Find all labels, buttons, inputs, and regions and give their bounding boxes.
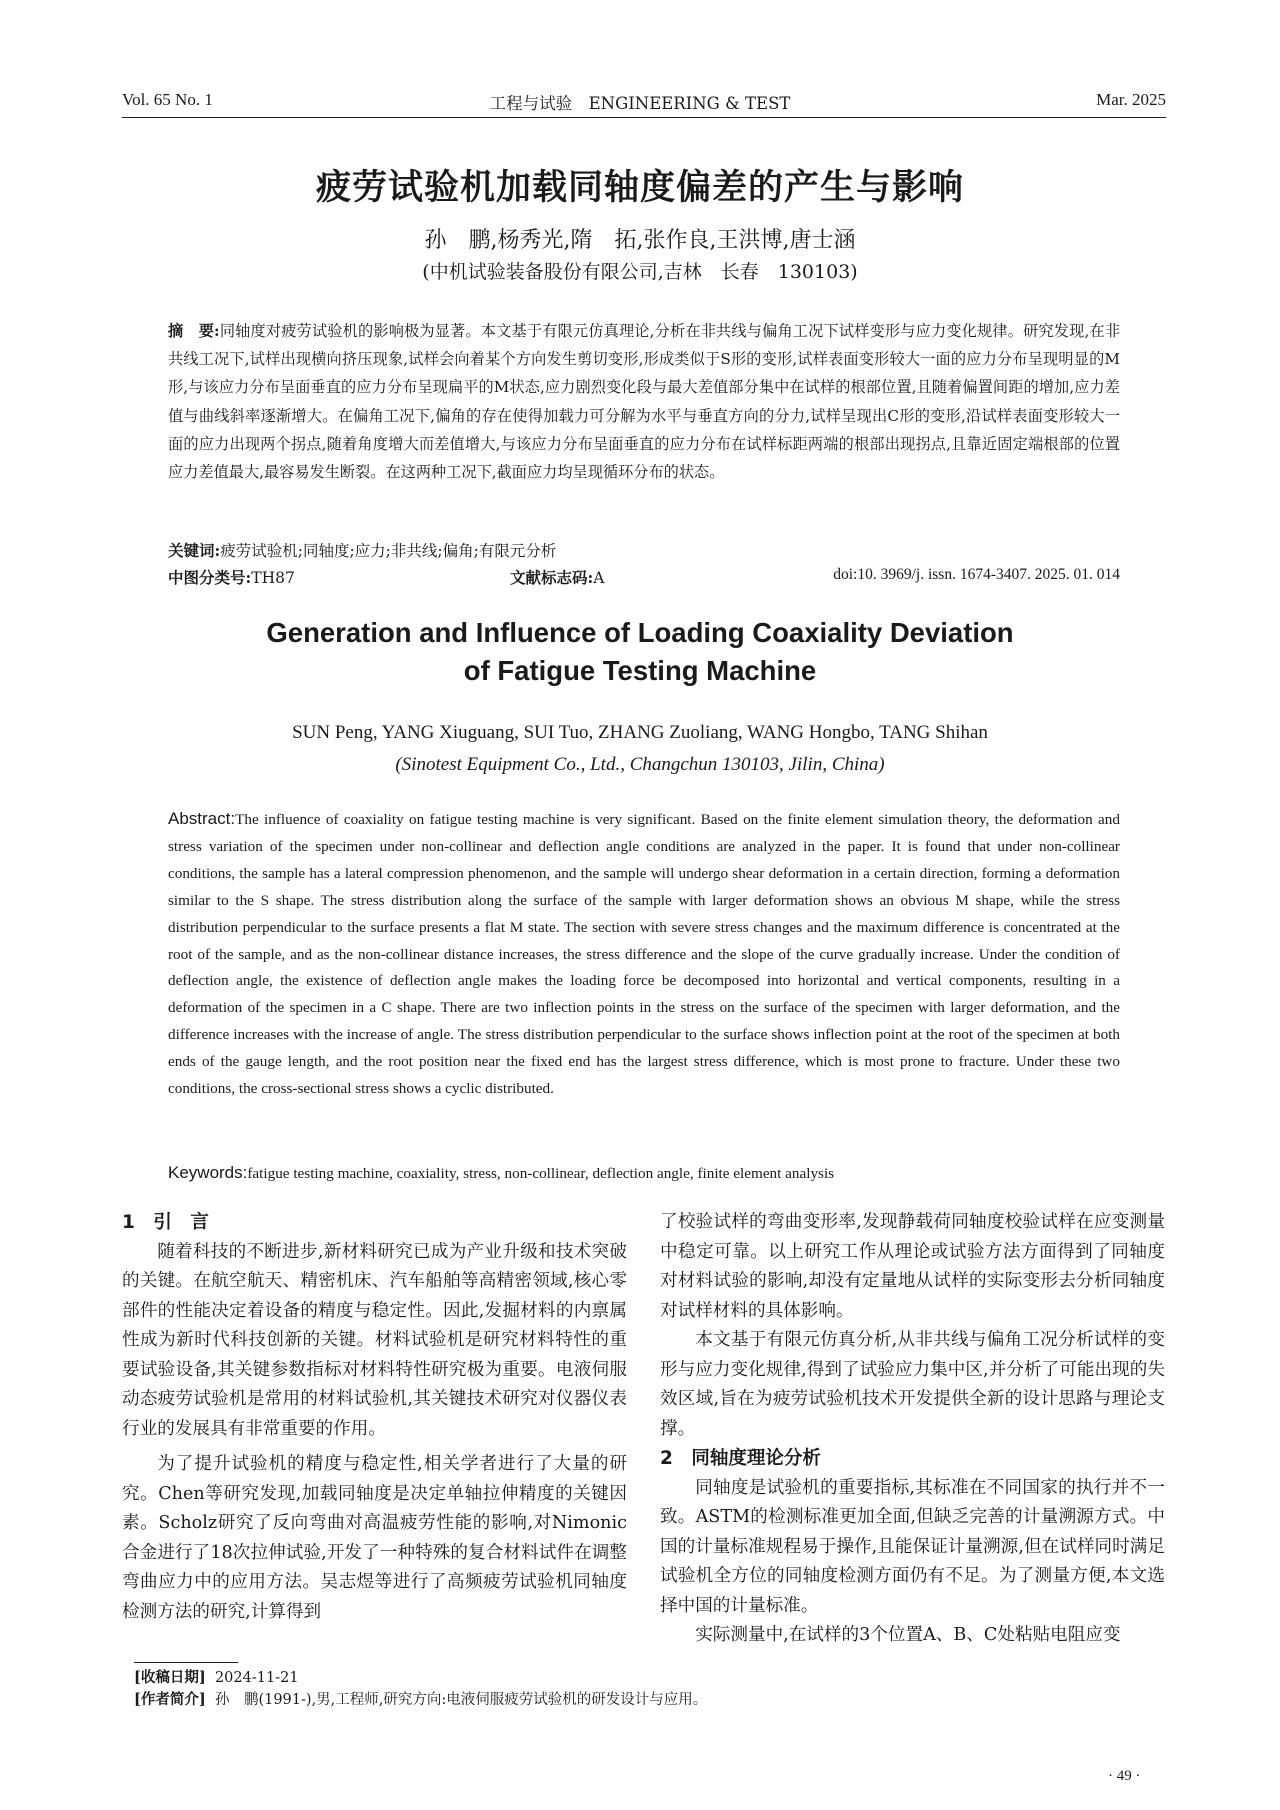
abstract-cn-label: 摘 要:	[168, 322, 220, 340]
keywords-cn	[168, 539, 1120, 561]
right-paragraph-4: 实际测量中,在试样的3个位置A、B、C处粘贴电阻应变	[695, 1625, 1121, 1645]
affiliation-en: (Sinotest Equipment Co., Ltd., Changchun 130103, Jilin, China)	[395, 754, 885, 775]
doc-label: 文献标志码:	[510, 568, 594, 587]
keywords-en-text: fatigue testing machine, coaxiality, stress, non-collinear, deflection angle, finite element analysis	[247, 1165, 835, 1182]
doc-value: A	[593, 569, 605, 587]
abstract-cn-text: 同轴度对疲劳试验机的影响极为显著。本文基于有限元仿真理论,分析在非共线与偏角工况下试样变形与应力变化规律。研究发现,在非共线工况下,试样出现横向挤压现象,试样会向着某个方向发生剪切变形,形成类似于S形的变形,试样表面变形较大一面的应力分布呈现明显的M形,与该应力分布呈面垂直的应力分布呈现扁平的M状态,应力剧烈变化段与最大差值部分集中在试样的根部位置,且随着偏置间距的增加,应力差值与曲线斜率逐渐增大。在偏角工况下,偏角的存在使得加载力可分解为水平与垂直方向的分力,试样呈现出C形的变形,沿试样表面变形较大一面的应力出现两个拐点,随着角度增大而差值增大,与该应力分布呈面垂直的应力分布在试样标距两端的根部出现拐点,且靠近固定端根部的位置应力差值最大,最容易发生断裂。在这两种工况下,截面应力均呈现循环分布的状态。	[168, 322, 1121, 482]
title-cn: 疲劳试验机加载同轴度偏差的产生与影响	[315, 167, 964, 208]
right-paragraph-2: 本文基于有限元仿真分析,从非共线与偏角工况分析试样的变形与应力变化规律,得到了试验应力集中区,并分析了可能出现的失效区域,旨在为疲劳试验机技术开发提供全新的设计思路与理论支撑。	[660, 1330, 1165, 1439]
header-volume: Vol. 65 No. 1	[122, 90, 213, 109]
abstract-en-text: The influence of coaxiality on fatigue testing machine is very significant. Based on the finite element simulation theory, the deformation and stress variation of the specimen under non-collinear and deflection angle conditions are analyzed in the paper. It is found that under non-collinear conditions, the sample has a lateral compression phenomenon, and the sample will undergo shear deformation in a certain direction, forming a deformation similar to the S shape. The stress distribution along the surface of the sample with larger deformation shows an obvious M shape, while the stress distribution perpendicular to the surface presents a flat M state. The section with severe stress changes and the maximum difference is concentrated at the root of the sample, and as the non-collinear distance increases, the stress difference and the slope of the curve gradually increase. Under the condition of deflection angle, the existence of deflection angle makes the loading force be decomposed into horizontal and vertical components, resulting in a deformation of the specimen in a C shape. There are two inflection points in the stress on the surface of the specimen with larger deformation, and the difference increases with the increase of angle. The stress distribution perpendicular to the surface shows inflection point at the root of the specimen at both ends of the gauge length, and the root position near the fixed end has the largest stress difference, which is most prone to fracture. Under these two conditions, the cross-sectional stress shows a cyclic distributed.	[168, 811, 1120, 1098]
clc-number	[168, 566, 295, 588]
clc-value: TH87	[251, 569, 295, 587]
title-en-line1: Generation and Influence of Loading Coaxiality Deviation	[266, 617, 1014, 648]
doi: doi:10. 3969/j. issn. 1674-3407. 2025. 01. 014	[833, 566, 1120, 583]
authors-en: SUN Peng, YANG Xiuguang, SUI Tuo, ZHANG Zuoliang, WANG Hongbo, TANG Shihan	[292, 722, 988, 743]
left-paragraph-2: 为了提升试验机的精度与稳定性,相关学者进行了大量的研究。Chen等研究发现,加载同轴度是决定单轴拉伸精度的关键因素。Scholz研究了反向弯曲对高温疲劳性能的影响,对Nimonic合金进行了18次拉伸试验,开发了一种特殊的复合材料试件在调整弯曲应力中的应用方法。吴志煜等进行了高频疲劳试验机同轴度检测方法的研究,计算得到	[122, 1454, 627, 1622]
document-code	[510, 566, 604, 588]
abstract-cn	[168, 317, 1120, 486]
left-paragraph-1: 随着科技的不断进步,新材料研究已成为产业升级和技术突破的关键。在航空航天、精密机床、汽车船舶等高精密领域,核心零部件的性能决定着设备的精度与稳定性。因此,发掘材料的内禀属性成为新时代科技创新的关键。材料试验机是研究材料特性的重要试验设备,其关键参数指标对材料特性研究极为重要。电液伺服动态疲劳试验机是常用的材料试验机,其关键技术研究对仪器仪表行业的发展具有非常重要的作用。	[122, 1241, 627, 1439]
affiliation-cn: (中机试验装备股份有限公司,吉林 长春 130103)	[422, 261, 858, 283]
left-column	[122, 1208, 627, 1627]
title-en	[0, 614, 1280, 690]
right-paragraph-3: 同轴度是试验机的重要指标,其标准在不同国家的执行并不一致。ASTM的检测标准更加全面,但缺乏完善的计量溯源方式。中国的计量标准规程易于操作,且能保证计量溯源,但在试样同时满足试验机全方位的同轴度检测方面仍有不足。为了测量方便,本文选择中国的计量标准。	[660, 1477, 1165, 1616]
section-2-heading: 2 同轴度理论分析	[660, 1448, 821, 1469]
author-label: [作者简介]	[134, 1691, 206, 1708]
abstract-en	[168, 806, 1120, 1103]
right-column	[660, 1208, 1165, 1651]
right-paragraph-1: 了校验试样的弯曲变形率,发现静载荷同轴度校验试样在应变测量中稳定可靠。以上研究工作从理论或试验方法方面得到了同轴度对材料试验的影响,却没有定量地从试样的实际变形去分析同轴度对试样材料的具体影响。	[660, 1212, 1165, 1321]
page-number: · 49 ·	[1108, 1768, 1141, 1784]
keywords-cn-text: 疲劳试验机;同轴度;应力;非共线;偏角;有限元分析	[220, 542, 557, 560]
section-1-heading: 1 引 言	[122, 1212, 209, 1233]
header-rule	[122, 117, 1166, 118]
footnote-received	[134, 1668, 299, 1688]
header-date: Mar. 2025	[1096, 90, 1166, 109]
keywords-en-label: Keywords:	[168, 1163, 248, 1182]
keywords-cn-label: 关键词:	[168, 541, 221, 560]
header-journal: 工程与试验 ENGINEERING & TEST	[489, 94, 791, 113]
clc-label: 中图分类号:	[168, 568, 252, 587]
footnote-author	[134, 1690, 707, 1710]
footnote-rule	[134, 1662, 238, 1663]
received-date: 2024-11-21	[214, 1670, 299, 1686]
authors-cn: 孙 鹏,杨秀光,隋 拓,张作良,王洪博,唐士涵	[424, 228, 856, 253]
author-info: 孙 鹏(1991-),男,工程师,研究方向:电液伺服疲劳试验机的研发设计与应用。	[214, 1692, 708, 1708]
received-label: [收稿日期]	[134, 1669, 206, 1686]
title-en-line2: of Fatigue Testing Machine	[463, 655, 817, 686]
abstract-en-label: Abstract:	[168, 809, 236, 828]
keywords-en	[168, 1163, 1120, 1183]
